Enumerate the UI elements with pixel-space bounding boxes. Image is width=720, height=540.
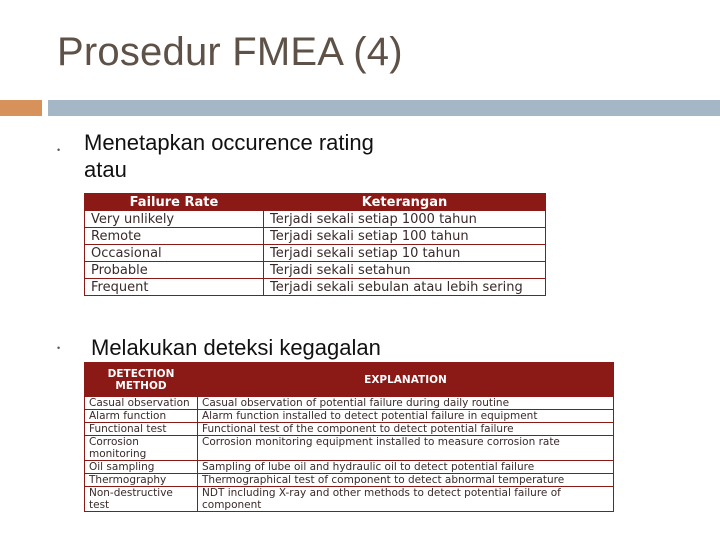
table1-header-keterangan: Keterangan bbox=[264, 194, 546, 211]
table-cell: Very unlikely bbox=[85, 211, 264, 228]
table-cell: Sampling of lube oil and hydraulic oil to detect potential failure bbox=[198, 461, 614, 474]
table2-header-detection-method: DETECTION METHOD bbox=[85, 363, 198, 397]
table-cell: Terjadi sekali sebulan atau lebih sering bbox=[264, 279, 546, 296]
table-cell: Corrosion monitoring bbox=[85, 436, 198, 461]
table-cell: Frequent bbox=[85, 279, 264, 296]
table-cell: Thermographical test of component to detect abnormal temperature bbox=[198, 474, 614, 487]
table-cell: Probable bbox=[85, 262, 264, 279]
table-cell: NDT including X-ray and other methods to detect potential failure of component bbox=[198, 487, 614, 512]
table-cell: Corrosion monitoring equipment installed to measure corrosion rate bbox=[198, 436, 614, 461]
table-cell: Alarm function bbox=[85, 410, 198, 423]
table-cell: Remote bbox=[85, 228, 264, 245]
table1-header-failure-rate: Failure Rate bbox=[85, 194, 264, 211]
accent-bar-orange bbox=[0, 100, 42, 116]
table-row bbox=[85, 211, 546, 228]
table-cell: Oil sampling bbox=[85, 461, 198, 474]
table-row bbox=[85, 279, 546, 296]
bullet-1-line1: Menetapkan occurence rating bbox=[84, 130, 374, 155]
table-row bbox=[85, 461, 614, 474]
table-cell: Alarm function installed to detect potential failure in equipment bbox=[198, 410, 614, 423]
table-row bbox=[85, 228, 546, 245]
table-cell: Functional test of the component to detect potential failure bbox=[198, 423, 614, 436]
table-row bbox=[85, 410, 614, 423]
table-cell: Functional test bbox=[85, 423, 198, 436]
table-row bbox=[85, 474, 614, 487]
bullet-text-1 bbox=[84, 129, 374, 183]
table-cell: Terjadi sekali setahun bbox=[264, 262, 546, 279]
bullet-marker-2: • bbox=[57, 343, 61, 353]
table-row bbox=[85, 245, 546, 262]
table-cell: Casual observation of potential failure during daily routine bbox=[198, 397, 614, 410]
table-row bbox=[85, 487, 614, 512]
slide-title: Prosedur FMEA (4) bbox=[57, 30, 403, 74]
table-row bbox=[85, 423, 614, 436]
table-cell: Terjadi sekali setiap 1000 tahun bbox=[264, 211, 546, 228]
table-cell: Terjadi sekali setiap 100 tahun bbox=[264, 228, 546, 245]
occurrence-rating-table bbox=[84, 193, 546, 296]
table-row bbox=[85, 397, 614, 410]
table-cell: Thermography bbox=[85, 474, 198, 487]
table2-header-explanation: EXPLANATION bbox=[198, 363, 614, 397]
detection-method-table bbox=[84, 362, 614, 512]
table-row bbox=[85, 436, 614, 461]
table-row bbox=[85, 262, 546, 279]
accent-bar-blue bbox=[48, 100, 720, 116]
bullet-text-2: Melakukan deteksi kegagalan bbox=[91, 335, 381, 360]
bullet-1-line2: atau bbox=[84, 157, 127, 182]
table-cell: Non-destructive test bbox=[85, 487, 198, 512]
table-cell: Casual observation bbox=[85, 397, 198, 410]
bullet-marker-1: • bbox=[57, 145, 61, 155]
table-cell: Occasional bbox=[85, 245, 264, 262]
table-cell: Terjadi sekali setiap 10 tahun bbox=[264, 245, 546, 262]
